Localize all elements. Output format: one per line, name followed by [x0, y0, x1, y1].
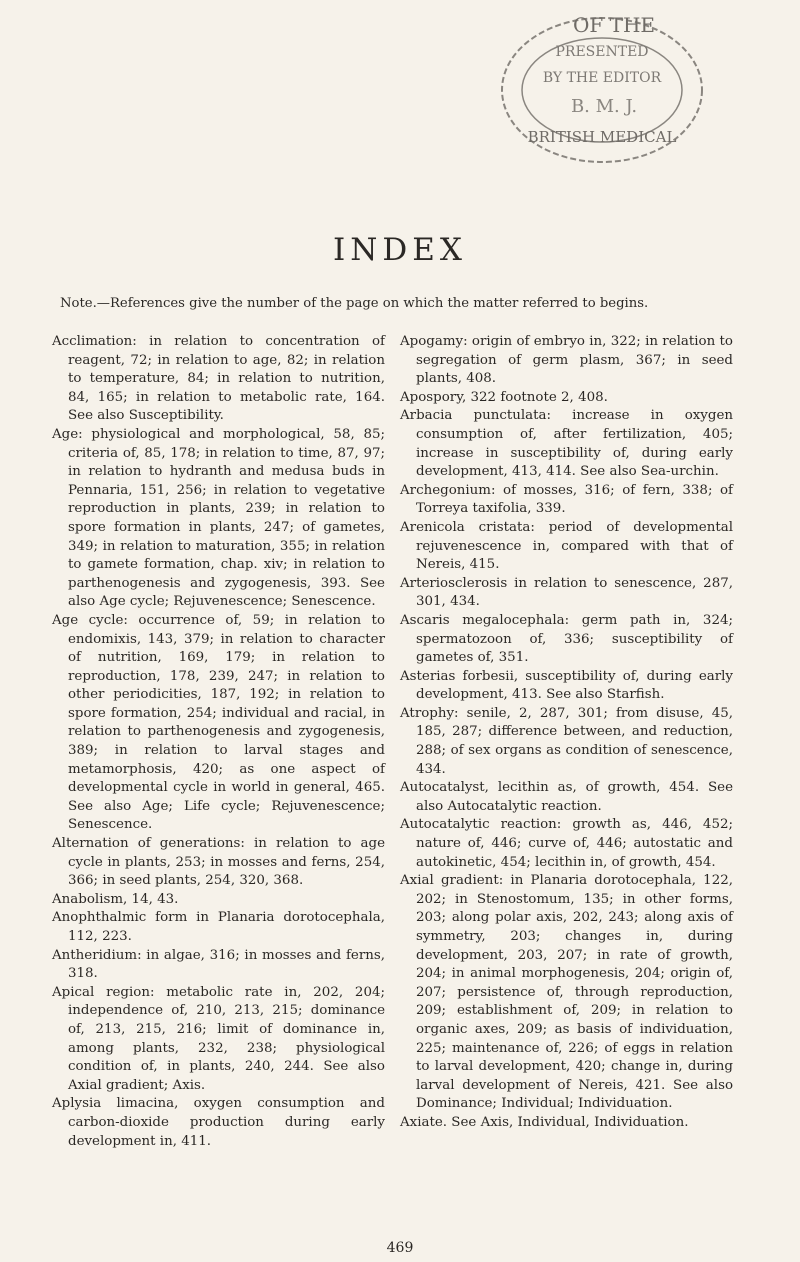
index-entry: Aplysia limacina, oxygen consumption and carbon-dioxide production during early development in, 411. [52, 1096, 385, 1149]
page-number: 469 [386, 1240, 414, 1256]
index-entry: Anabolism, 14, 43. [52, 891, 179, 907]
stamp-line4: B. M. J. [570, 96, 638, 117]
index-entry: Arbacia punctulata: increase in oxygen consumption of, after fertilization, 405; increase in susceptibility of, during early development, 413, 414. See also Sea-urchin. [400, 408, 733, 480]
stamp-line2: PRESENTED [555, 44, 649, 60]
index-entry: Antheridium: in algae, 316; in mosses and ferns, 318. [52, 947, 385, 982]
index-entry: Apospory, 322 footnote 2, 408. [400, 389, 608, 405]
left-column [52, 333, 385, 1151]
right-column [400, 333, 733, 1133]
index-entry: Alternation of generations: in relation to age cycle in plants, 253; in mosses and ferns, 254, 366; in seed plants, 254, 320, 368. [52, 836, 385, 889]
stamp-line1: OF THE [572, 13, 656, 37]
index-entry: Asterias forbesii, susceptibility of, during early development, 413. See also Starfish. [400, 668, 733, 703]
index-entry: Axial gradient: in Planaria dorotocephala, 122, 202; in Stenostomum, 135; in other forms, 203; along polar axis, 202, 243; along axis of symmetry, 203; changes in, during development, 203, 207; in rate of growth, 204; in animal morphogenesis, 204; origin of, 207; persistence of, through reproduction, 209; establishment of, 209; in relation to organic axes, 209; as basis of individuation, 225; maintenance of, 226; of eggs in relation to larval development, 420; change in, during larval development of Nereis, 421. See also Dominance; Individual; Individuation. [400, 873, 733, 1112]
index-entry: Apical region: metabolic rate in, 202, 204; independence of, 210, 213, 215; dominance of, 213, 215, 216; limit of dominance in, among plants, 232, 238; physiological condition of, in plants, 240, 244. See also Axial gradient; Axis. [52, 984, 385, 1093]
index-entry: Age: physiological and morphological, 58, 85; criteria of, 85, 178; in relation to time, 87, 97; in relation to hydranth and medusa buds in Pennaria, 151, 256; in relation to vegetative reproduction in plants, 239; in relation to spore formation in plants, 247; of gametes, 349; in relation to maturation, 355; in relation to gamete formation, chap. xiv; in relation to parthenogenesis and zygogenesis, 393. See also Age cycle; Rejuvenescence; Senescence. [52, 426, 385, 610]
index-entry: Anophthalmic form in Planaria dorotocephala, 112, 223. [52, 910, 385, 944]
stamp-line3: BY THE EDITOR [542, 70, 662, 86]
page-title: INDEX [333, 232, 467, 268]
index-entry: Apogamy: origin of embryo in, 322; in relation to segregation of germ plasm, 367; in seed plants, 408. [400, 334, 733, 387]
index-entry: Arenicola cristata: period of developmental rejuvenescence in, compared with that of Nereis, 415. [400, 519, 733, 573]
index-entry: Axiate. See Axis, Individual, Individuation. [400, 1114, 689, 1130]
index-entry: Age cycle: occurrence of, 59; in relation to endomixis, 143, 379; in relation to character of nutrition, 169, 179; in relation to reproduction, 178, 239, 247; in relation to other periodicities, 187, 192; in relation to spore formation, 254; individual and racial, in relation to parthenogenesis and zygogenesis, 389; in relation to larval stages and metamorphosis, 420; as one aspect of developmental cycle in world in general, 465. See also Age; Life cycle; Rejuvenescence; Senescence. [52, 612, 385, 833]
index-entry: Archegonium: of mosses, 316; of fern, 338; of Torreya taxifolia, 339. [400, 482, 733, 517]
index-entry: Autocatalytic reaction: growth as, 446, 452; nature of, 446; curve of, 446; autostatic and autokinetic, 454; lecithin in, of growth, 454. [400, 817, 733, 870]
stamp-graphic [492, 8, 707, 178]
index-note: Note.—References give the number of the page on which the matter referred to begins. [60, 296, 649, 311]
index-entry: Arteriosclerosis in relation to senescence, 287, 301, 434. [400, 575, 733, 610]
index-entry: Acclimation: in relation to concentration of reagent, 72; in relation to age, 82; in relation to temperature, 84; in relation to nutrition, 84, 165; in relation to metabolic rate, 164. See also Susceptibility. [52, 334, 385, 424]
library-stamp [492, 8, 707, 178]
index-entry: Autocatalyst, lecithin as, of growth, 454. See also Autocatalytic reaction. [400, 780, 733, 814]
index-entry: Atrophy: senile, 2, 287, 301; from disuse, 45, 185, 287; difference between, and reduction, 288; of sex organs as condition of senescence, 434. [400, 705, 733, 777]
stamp-line5: BRITISH MEDICAL [527, 128, 677, 146]
index-entry: Ascaris megalocephala: germ path in, 324; spermatozoon of, 336; susceptibility of gametes of, 351. [400, 612, 733, 666]
